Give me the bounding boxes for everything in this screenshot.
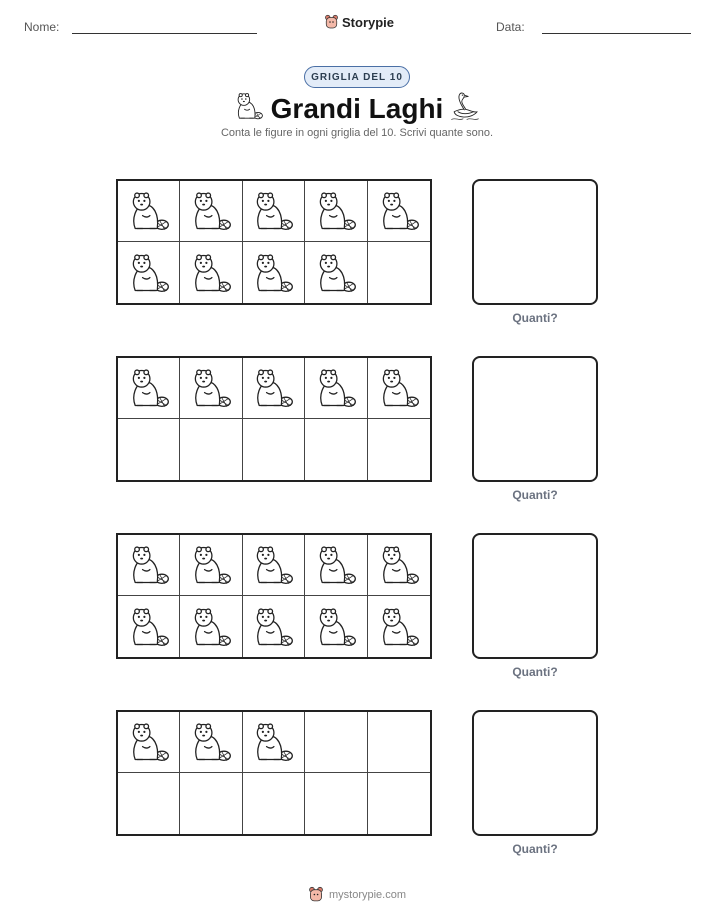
ten-frame-grid: [116, 710, 432, 836]
beaver-icon: [188, 719, 234, 765]
ten-frame-cell: [368, 181, 430, 242]
instructions: Conta le figure in ogni griglia del 10. Scrivi quante sono.: [220, 127, 494, 139]
ten-frame-cell: [243, 773, 305, 834]
ten-frame-cell: [305, 358, 367, 419]
ten-frame-cell: [118, 419, 180, 480]
footer-url: mystorypie.com: [328, 888, 407, 901]
beaver-icon: [313, 365, 359, 411]
ten-frame-cell: [180, 773, 242, 834]
ten-frame-cell: [118, 773, 180, 834]
date-line[interactable]: [542, 33, 691, 34]
ten-frame-cell: [243, 358, 305, 419]
answer-label: Quanti?: [512, 665, 558, 679]
ten-frame-cell: [180, 596, 242, 657]
ten-frame-cell: [368, 596, 430, 657]
ten-frame-cell: [243, 596, 305, 657]
beaver-icon: [250, 188, 296, 234]
ten-frame-cell: [118, 242, 180, 303]
beaver-icon: [126, 542, 172, 588]
ten-frame-cell: [305, 712, 367, 773]
answer-label: Quanti?: [512, 488, 558, 502]
beaver-icon: [126, 365, 172, 411]
beaver-icon: [188, 365, 234, 411]
beaver-icon: [126, 604, 172, 650]
ten-frame-cell: [180, 419, 242, 480]
ten-frame-cell: [118, 181, 180, 242]
ten-frame-cell: [180, 535, 242, 596]
beaver-icon: [313, 250, 359, 296]
ten-frame-cell: [305, 419, 367, 480]
ten-frame-cell: [243, 712, 305, 773]
ten-frame-cell: [243, 181, 305, 242]
beaver-icon: [126, 719, 172, 765]
answer-box[interactable]: [472, 356, 598, 482]
ten-frame-cell: [243, 535, 305, 596]
beaver-icon: [250, 250, 296, 296]
beaver-icon: [250, 365, 296, 411]
storypie-icon: [308, 886, 324, 903]
ten-frame-cell: [368, 535, 430, 596]
ten-frame-cell: [180, 358, 242, 419]
ten-frame-grid: [116, 356, 432, 482]
beaver-icon: [376, 188, 422, 234]
worksheet-badge: GRIGLIA DEL 10: [304, 66, 410, 88]
brand-name: Storypie: [342, 14, 395, 30]
footer: [0, 886, 714, 903]
ten-frame-cell: [118, 535, 180, 596]
beaver-icon: [376, 604, 422, 650]
beaver-icon: [126, 250, 172, 296]
beaver-icon: [188, 188, 234, 234]
ten-frame-cell: [243, 242, 305, 303]
ten-frame-cell: [243, 419, 305, 480]
ten-frame-grid: [116, 179, 432, 305]
ten-frame-cell: [305, 242, 367, 303]
ten-frame-grid: [116, 533, 432, 659]
ten-frame-cell: [368, 358, 430, 419]
date-label: Data:: [496, 20, 525, 34]
beaver-icon: [313, 542, 359, 588]
ten-frame-cell: [180, 242, 242, 303]
answer-label: Quanti?: [512, 311, 558, 325]
beaver-icon: [376, 542, 422, 588]
ten-frame-cell: [368, 712, 430, 773]
page-title: Grandi Laghi: [270, 93, 444, 124]
beaver-icon: [250, 719, 296, 765]
answer-box[interactable]: [472, 533, 598, 659]
beaver-icon: [376, 365, 422, 411]
ten-frame-cell: [368, 773, 430, 834]
ten-frame-cell: [118, 712, 180, 773]
ten-frame-cell: [305, 535, 367, 596]
beaver-icon: [188, 604, 234, 650]
storypie-icon: [324, 14, 339, 30]
ten-frame-cell: [118, 358, 180, 419]
answer-box[interactable]: [472, 710, 598, 836]
ten-frame-cell: [368, 242, 430, 303]
ten-frame-cell: [305, 596, 367, 657]
beaver-icon: [250, 604, 296, 650]
beaver-icon: [188, 542, 234, 588]
answer-label: Quanti?: [512, 842, 558, 856]
ten-frame-cell: [118, 596, 180, 657]
beaver-icon: [126, 188, 172, 234]
beaver-icon: [188, 250, 234, 296]
ten-frame-cell: [305, 773, 367, 834]
beaver-icon: [250, 542, 296, 588]
beaver-icon: [313, 188, 359, 234]
answer-box[interactable]: [472, 179, 598, 305]
ten-frame-cell: [180, 181, 242, 242]
beaver-icon: [313, 604, 359, 650]
ten-frame-cell: [368, 419, 430, 480]
brand-logo: [324, 14, 394, 30]
swan-icon: [448, 90, 482, 122]
ten-frame-cell: [305, 181, 367, 242]
name-label: Nome:: [24, 20, 60, 34]
ten-frame-cell: [180, 712, 242, 773]
name-line[interactable]: [72, 33, 257, 34]
